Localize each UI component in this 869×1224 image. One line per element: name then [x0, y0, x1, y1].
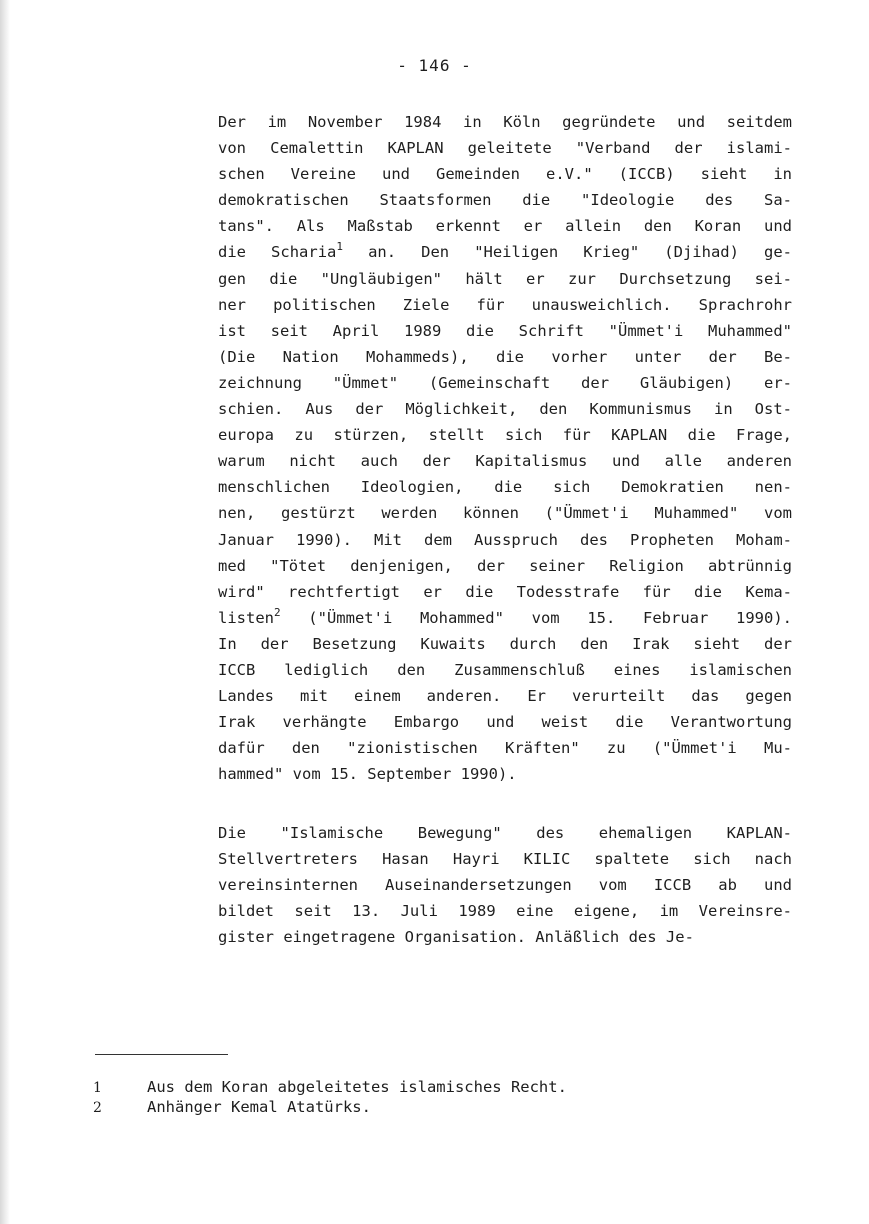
line-text: listen — [218, 608, 274, 627]
text-line: schien. Aus der Möglichkeit, den Kommunismus in Ost- — [218, 400, 792, 419]
page-number: - 146 - — [397, 56, 472, 75]
text-line: ner politischen Ziele für unausweichlich. Sprachrohr — [218, 295, 792, 314]
text-line: zeichnung "Ümmet" (Gemeinschaft der Gläubigen) er- — [218, 373, 792, 392]
text-line: Irak verhängte Embargo und weist die Verantwortung — [218, 713, 792, 732]
text-line: bildet seit 13. Juli 1989 eine eigene, im Vereinsre- — [218, 902, 792, 921]
text-line: vereinsinternen Auseinandersetzungen vom ICCB ab und — [218, 876, 792, 895]
text-line: warum nicht auch der Kapitalismus und alle anderen — [218, 452, 792, 471]
footnote-number: 1 — [93, 1080, 102, 1096]
footnote-1 — [93, 1077, 793, 1097]
footnote-2 — [93, 1097, 793, 1117]
text-line: hammed" vom 15. September 1990). — [218, 765, 517, 784]
text-line: gister eingetragene Organisation. Anläßlich des Je- — [218, 928, 694, 947]
text-line: med "Tötet denjenigen, der seiner Religion abtrünnig — [218, 556, 792, 575]
text-line: wird" rechtfertigt er die Todesstrafe für die Kema- — [218, 582, 792, 601]
text-line: ist seit April 1989 die Schrift "Ümmet'i Muhammed" — [218, 321, 792, 340]
text-line-with-footnote-ref — [218, 239, 792, 265]
text-line: europa zu stürzen, stellt sich für KAPLAN die Frage, — [218, 426, 792, 445]
footnote-text: Aus dem Koran abgeleitetes islamisches Recht. — [147, 1078, 567, 1096]
paragraph-islamische-bewegung — [218, 820, 792, 950]
text-line: schen Vereine und Gemeinden e.V." (ICCB) sieht in — [218, 165, 792, 184]
text-line: Januar 1990). Mit dem Ausspruch des Propheten Moham- — [218, 530, 792, 549]
page-edge-shadow — [0, 0, 10, 1224]
text-line: menschlichen Ideologien, die sich Demokratien nen- — [218, 478, 792, 497]
text-line: In der Besetzung Kuwaits durch den Irak sieht der — [218, 634, 792, 653]
text-line: ICCB lediglich den Zusammenschluß eines islamischen — [218, 660, 792, 679]
line-text: ("Ümmet'i Mohammed" vom 15. Februar 1990). — [280, 608, 792, 627]
text-line-with-footnote-ref — [218, 605, 792, 631]
text-line: tans". Als Maßstab erkennt er allein den Koran und — [218, 217, 792, 236]
text-line: Stellvertreters Hasan Hayri KILIC spaltete sich nach — [218, 850, 792, 869]
text-line: Die "Islamische Bewegung" des ehemaligen KAPLAN- — [218, 824, 792, 842]
footnotes — [93, 1077, 793, 1117]
line-text: an. Den "Heiligen Krieg" (Djihad) ge- — [343, 243, 793, 262]
text-line: Der im November 1984 in Köln gegründete und seitdem — [218, 113, 792, 131]
text-line: nen, gestürzt werden können ("Ümmet'i Muhammed" vom — [218, 504, 792, 523]
text-line: Landes mit einem anderen. Er verurteilt das gegen — [218, 687, 792, 706]
text-line: von Cemalettin KAPLAN geleitete "Verband der islami- — [218, 139, 792, 158]
footnote-number: 2 — [93, 1100, 102, 1116]
paragraph-iccb — [218, 109, 792, 787]
line-text: die Scharia — [218, 243, 337, 262]
text-line: (Die Nation Mohammeds), die vorher unter der Be- — [218, 347, 792, 366]
text-line: dafür den "zionistischen Kräften" zu ("Ümmet'i Mu- — [218, 739, 792, 758]
footnote-separator — [95, 1054, 228, 1055]
text-line: gen die "Ungläubigen" hält er zur Durchsetzung sei- — [218, 269, 792, 288]
footnote-text: Anhänger Kemal Atatürks. — [147, 1098, 371, 1116]
footnote-ref-2: 2 — [274, 605, 281, 619]
text-line: demokratischen Staatsformen die "Ideologie des Sa- — [218, 191, 792, 210]
footnote-ref-1: 1 — [336, 240, 344, 254]
